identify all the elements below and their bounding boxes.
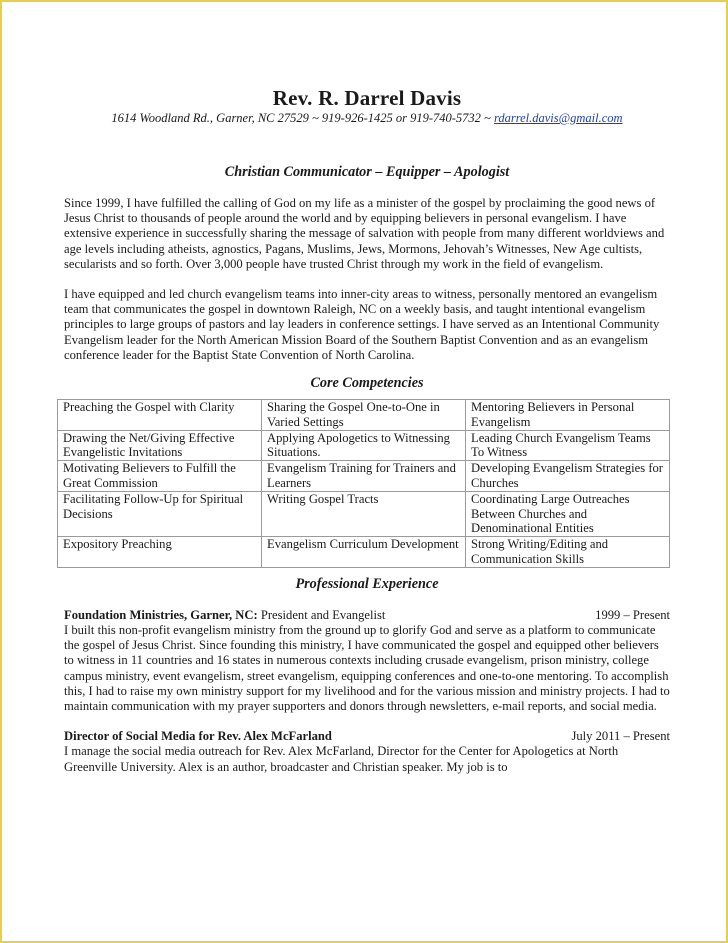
contact-line bbox=[64, 111, 670, 126]
job-header bbox=[64, 608, 670, 623]
table-cell: Developing Evangelism Strategies for Churches bbox=[466, 461, 670, 492]
table-cell: Sharing the Gospel One-to-One in Varied Settings bbox=[262, 400, 466, 431]
table-cell: Drawing the Net/Giving Effective Evangelistic Invitations bbox=[58, 430, 262, 461]
email-link[interactable]: rdarrel.davis@gmail.com bbox=[493, 111, 623, 125]
table-cell: Strong Writing/Editing and Communication Skills bbox=[466, 537, 670, 568]
job-description: I built this non-profit evangelism ministry from the ground up to glorify God and serve as a platform to communicate the gospel of Jesus Christ. Since founding this ministry, I have communicated the gospel and equipped other believers to witness in 11 countries and 16 states in numerous contexts including crusade evangelism, prison ministry, college campus ministry, event evangelism, street evangelism, equipping conferences and one-to-one mentoring. To accomplish this, I had to raise my own ministry support for my livelihood and for the various mission and ministry projects. I had to maintain communication with my prayer supporters and donors through newsletters, e-mail reports, and social media. bbox=[64, 623, 670, 714]
job-entry-1 bbox=[64, 608, 670, 714]
job-org-line bbox=[64, 729, 332, 744]
table-cell: Expository Preaching bbox=[58, 537, 262, 568]
job-description: I manage the social media outreach for Rev. Alex McFarland, Director for the Center for Apologetics at North Greenville University. Alex is an author, broadcaster and Christian speaker. My job is to bbox=[64, 744, 619, 774]
job-org-line bbox=[64, 608, 385, 623]
table-cell: Applying Apologetics to Witnessing Situations. bbox=[262, 430, 466, 461]
job-dates: July 2011 – Present bbox=[571, 729, 670, 744]
competencies-table bbox=[57, 399, 670, 568]
table-row bbox=[58, 537, 670, 568]
job-header bbox=[64, 729, 670, 744]
table-row bbox=[58, 400, 670, 431]
table-cell: Facilitating Follow-Up for Spiritual Decisions bbox=[58, 491, 262, 536]
table-cell: Mentoring Believers in Personal Evangelism bbox=[466, 400, 670, 431]
table-row bbox=[58, 461, 670, 492]
tagline: Christian Communicator – Equipper – Apologist bbox=[224, 164, 510, 180]
job-org: Director of Social Media for Rev. Alex McFarland bbox=[64, 729, 332, 744]
table-cell: Evangelism Curriculum Development bbox=[262, 537, 466, 568]
resume-name: Rev. R. Darrel Davis bbox=[272, 86, 462, 110]
table-row bbox=[58, 430, 670, 461]
experience-title: Professional Experience bbox=[295, 575, 439, 592]
job-dates: 1999 – Present bbox=[595, 607, 670, 622]
table-cell: Evangelism Training for Trainers and Learners bbox=[262, 461, 466, 492]
resume-page bbox=[64, 86, 670, 775]
job-entry-2 bbox=[64, 729, 670, 775]
summary-paragraph-1: Since 1999, I have fulfilled the calling of God on my life as a minister of the gospel by proclaiming the good news of Jesus Christ to thousands of people around the world and by equipping believers in personal evangelism. I have extensive experience in successfully sharing the message of salvation with people from many different worldviews and age levels including atheists, agnostics, Pagans, Muslims, Jews, Mormons, Jehovah’s Witnesses, New Age cultists, secularists and so forth. Over 3,000 people have trusted Christ through my work in the field of evangelism. bbox=[64, 196, 665, 271]
summary-paragraph-2: I have equipped and led church evangelism teams into inner-city areas to witness, personally mentored an evangelism team that communicates the gospel in downtown Raleigh, NC on a weekly basis, and taught intentional evangelism principles to large groups of pastors and lay leaders in conference settings. I have served as an Intentional Community Evangelism leader for the North American Mission Board of the Southern Baptist Convention and as an evangelism conference leader for the Baptist State Convention of North Carolina. bbox=[64, 287, 660, 362]
job-role: President and Evangelist bbox=[257, 607, 386, 622]
table-cell: Motivating Believers to Fulfill the Great Commission bbox=[58, 461, 262, 492]
table-row bbox=[58, 491, 670, 536]
table-cell: Writing Gospel Tracts bbox=[262, 491, 466, 536]
job-org: Foundation Ministries, Garner, NC: bbox=[64, 607, 258, 622]
table-cell: Leading Church Evangelism Teams To Witness bbox=[466, 430, 670, 461]
competencies-title: Core Competencies bbox=[310, 375, 424, 392]
contact-text: 1614 Woodland Rd., Garner, NC 27529 ~ 919-926-1425 or 919-740-5732 ~ bbox=[111, 111, 494, 125]
table-cell: Coordinating Large Outreaches Between Churches and Denominational Entities bbox=[466, 491, 670, 536]
table-cell: Preaching the Gospel with Clarity bbox=[58, 400, 262, 431]
